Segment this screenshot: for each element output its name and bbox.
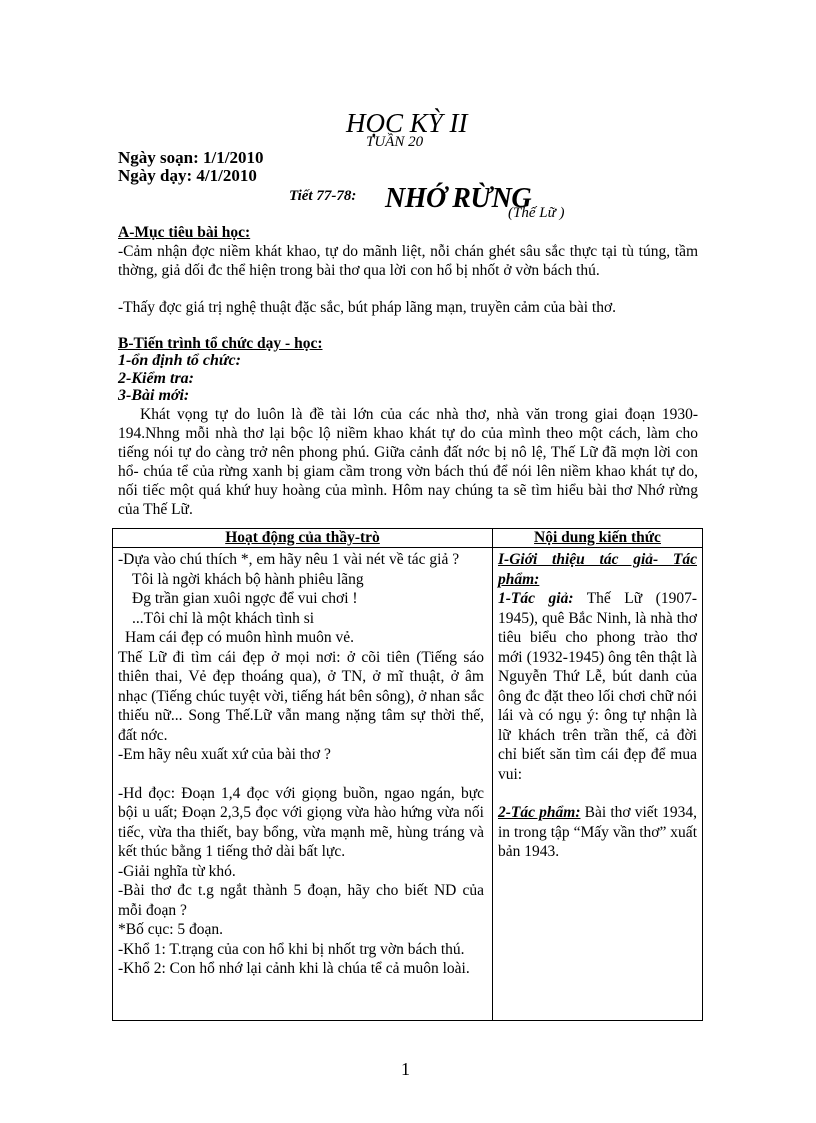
author-note: Thế Lữ đi tìm cái đẹp ở mọi nơi: ở cõi tiên (Tiếng sáo thiên thai, Vẻ đẹp thoáng qua), ở TN, ở mĩ thuật, ở âm nhạc (Tiếng chúc tuyệt vời, tiếng hát bên sông), ở nhan sắc thiếu nữ... Song Thế.Lữ vẫn mang nặng tâm sự thời thế, đất nớc.: [118, 648, 484, 744]
author-label: 1-Tác giả:: [498, 590, 574, 607]
structure-note: *Bố cục: 5 đoạn.: [118, 921, 224, 938]
step-1: 1-ổn định tổ chức:: [118, 352, 241, 369]
step-3: 3-Bài mới:: [118, 387, 190, 404]
lesson-table: [112, 528, 703, 1021]
date-taught: Ngày dạy: 4/1/2010: [118, 166, 257, 185]
lesson-intro: Khát vọng tự do luôn là đề tài lớn của các nhà thơ, nhà văn trong giai đoạn 1930-194.Nhng mỗi nhà thơ lại bộc lộ niềm khao khát tự do của mình theo một cách, làm cho tiếng nói tự do càng trở nên phong phú. Giữa cảnh đất nớc bị nô lệ, Thế Lữ đã mợn lời con hổ- chúa tể của rừng xanh bị giam cầm trong vờn bách thú để nói lên niềm khao khát tự do, nối tiếc một quá khứ huy hoàng của mình. Hôm nay chúng ta sẽ tìm hiểu bài thơ Nhớ rừng của Thế Lữ.: [118, 406, 698, 518]
page-number: 1: [401, 1059, 410, 1079]
content-cell: [493, 548, 703, 1021]
stanza-1-note: -Khổ 1: T.trạng của con hổ khi bị nhốt trg vờn bách thú.: [118, 940, 465, 958]
column-header-activities: Hoạt động của thầy-trò: [113, 529, 493, 548]
poem-author: (Thế Lữ ): [508, 205, 565, 221]
verse-line: Ham cái đẹp có muôn hình muôn vẻ.: [125, 629, 355, 646]
lesson-number: Tiết 77-78:: [289, 188, 357, 204]
objective-2: -Thấy đợc giá trị nghệ thuật đặc sắc, bút pháp lãng mạn, truyền cảm của bài thơ.: [118, 299, 617, 316]
stanza-2-note: -Khổ 2: Con hổ nhớ lại cảnh khi là chúa tể cả muôn loài.: [118, 960, 470, 977]
step-2: 2-Kiểm tra:: [118, 370, 194, 387]
activities-cell: [113, 548, 493, 1021]
verse-line: Tôi là ngời khách bộ hành phiêu lãng: [132, 570, 364, 588]
week-label: TUẦN 20: [366, 134, 424, 150]
content-heading: I-Giới thiệu tác giả- Tác phẩm:: [498, 551, 697, 588]
author-info: [498, 589, 697, 784]
verse-line: Đg trần gian xuôi ngợc để vui chơi !: [132, 590, 358, 607]
work-body: Bài thơ viết 1934, in trong tập “Mấy vần thơ” xuất bản 1943.: [498, 804, 697, 860]
reading-guide: -Hd đọc: Đoạn 1,4 đọc với giọng buồn, ngao ngán, bực bội u uất; Đoạn 2,3,5 đọc với giọng vừa hào hứng vừa nối tiếc, vừa tha thiết, bay bổng, vừa mạnh mẽ, hùng tráng và kết thúc bằng 1 tiếng thở dài bất lực.: [118, 784, 484, 860]
term-title: HỌC KỲ II: [346, 108, 468, 138]
question-origin: -Em hãy nêu xuất xứ của bài thơ ?: [118, 746, 331, 763]
column-header-content: Nội dung kiến thức: [493, 529, 703, 548]
section-a-heading: A-Mục tiêu bài học:: [118, 224, 251, 241]
objective-1: -Cảm nhận đợc niềm khát khao, tự do mãnh liệt, nỗi chán ghét sâu sắc thực tại tù túng, tầm thờng, giả dối đc thể hiện trong bài thơ qua lời con hổ bị nhốt ở vờn bách thú.: [118, 243, 698, 279]
work-info: [498, 803, 697, 862]
poem-title: NHỚ RỪNG: [385, 183, 532, 214]
vocabulary-note: -Giải nghĩa từ khó.: [118, 862, 236, 880]
section-b-heading: B-Tiến trình tổ chức dạy - học:: [118, 335, 323, 352]
author-body: Thế Lữ (1907-1945), quê Bắc Ninh, là nhà thơ tiêu biểu cho phong trào thơ mới (1932-1945) ông tên thật là Nguyễn Thứ Lễ, bút danh của ông đc đặt theo lối chơi chữ nói lái và có ngụ ý: ông tự nhận là lữ khách trên trần thế, cả đời chỉ biết săn tìm cái đẹp để mua vui:: [498, 590, 697, 783]
work-label: 2-Tác phẩm:: [498, 804, 581, 821]
verse-line: ...Tôi chỉ là một khách tình si: [132, 609, 315, 627]
question-structure: -Bài thơ đc t.g ngắt thành 5 đoạn, hãy cho biết ND của mỗi đoạn ?: [118, 882, 484, 919]
date-prepared: Ngày soạn: 1/1/2010: [118, 148, 264, 167]
question-author: -Dựa vào chú thích *, em hãy nêu 1 vài nét về tác giả ?: [118, 551, 460, 568]
